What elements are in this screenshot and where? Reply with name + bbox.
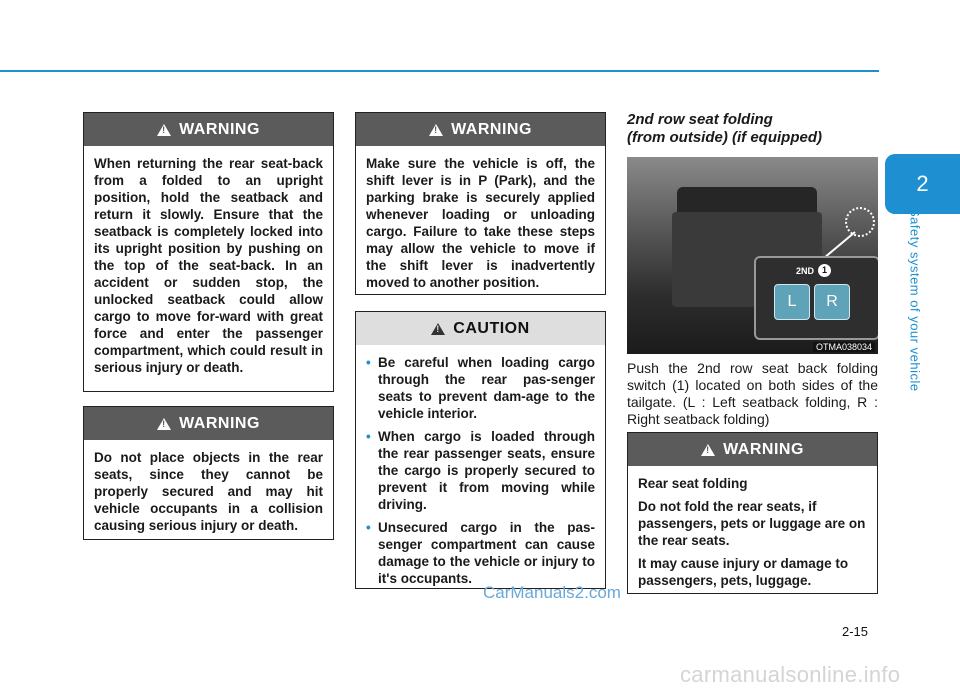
- inset-2nd-label: 2ND: [796, 266, 815, 276]
- caution-title: CAUTION: [453, 319, 530, 337]
- warning-subtitle: Rear seat folding: [638, 476, 748, 491]
- warning-body: [628, 466, 877, 603]
- warning-box-rear-folding: [627, 432, 878, 594]
- section-title: [627, 111, 877, 147]
- seat-r-icon: R: [826, 293, 838, 310]
- switch-location-circle: [845, 207, 875, 237]
- top-rule: [0, 70, 879, 72]
- caution-box-cargo: [355, 311, 606, 589]
- warning-header: [84, 407, 333, 440]
- cargo-area-photo: [627, 157, 878, 354]
- section-title-line2: (from outside) (if equipped): [627, 129, 822, 146]
- caution-item: • When cargo is loaded through the rear passenger seats, ensure the cargo is properly secured to prevent it from moving while driving.: [366, 428, 595, 513]
- warning-title: WARNING: [723, 440, 804, 458]
- page-number: 2-15: [842, 624, 869, 639]
- warning-text: Do not fold the rear seats, if passengers, pets or luggage are on the rear seats.: [638, 499, 866, 548]
- folding-instructions: Push the 2nd row seat back folding switch (1) located on both sides of the tailgate. (L : Left seatback folding, R : Right seatback folding): [627, 360, 878, 427]
- section-title-line1: 2nd row seat folding: [627, 111, 773, 128]
- warning-header: [84, 113, 333, 146]
- warning-triangle-icon: [701, 444, 715, 456]
- warning-box-seatback: [83, 112, 334, 392]
- warning-triangle-icon: [429, 124, 443, 136]
- chapter-tab[interactable]: 2: [885, 154, 960, 214]
- warning-title: WARNING: [451, 120, 532, 138]
- seat-l-icon: L: [787, 293, 797, 310]
- caution-item: • Be careful when loading cargo through the rear pas-senger seats to prevent dam-age to the vehicle interior.: [366, 354, 595, 422]
- warning-text: It may cause injury or damage to passengers, pets, luggage.: [638, 556, 849, 588]
- warning-text: Do not place objects in the rear seats, since they cannot be properly secured and may hit vehicle occupants in a collision causing serious injury or death.: [94, 450, 323, 533]
- chapter-title: Safety system of your vehicle: [907, 208, 923, 392]
- right-seatback-switch: [814, 284, 850, 320]
- warning-text: When returning the rear seat-back from a folded to an upright position, hold the seatback and return it slowly. Ensure that the seatback is completely locked into its upright position by pushing on the top of the seat-back. In an accident or sudden stop, the unlocked seatback could allow cargo to move for-ward with great force and enter the passenger compartment, which could result in serious injury or death.: [94, 156, 323, 375]
- warning-header: [628, 433, 877, 466]
- callout-number: 1: [818, 264, 831, 277]
- watermark-link[interactable]: CarManuals2.com: [483, 583, 621, 602]
- caution-body: [356, 345, 605, 601]
- left-seatback-switch: [774, 284, 810, 320]
- footer-watermark: carmanualsonline.info: [680, 662, 901, 687]
- warning-text: Make sure the vehicle is off, the shift lever is in P (Park), and the parking brake is securely applied whenever loading or unloading cargo. Failure to take these steps may allow the vehicle to move if the shift lever is inadvertently moved to another position.: [366, 156, 595, 290]
- warning-title: WARNING: [179, 414, 260, 432]
- switch-inset: [754, 256, 878, 340]
- warning-triangle-icon: [157, 124, 171, 136]
- caution-item: • Unsecured cargo in the pas-senger compartment can cause damage to the vehicle or injury to it's occupants.: [366, 519, 595, 587]
- image-code: OTMA038034: [813, 342, 875, 352]
- warning-triangle-icon: [157, 418, 171, 430]
- caution-triangle-icon: [431, 323, 445, 335]
- warning-header: [356, 113, 605, 146]
- warning-box-objects: [83, 406, 334, 540]
- caution-header: [356, 312, 605, 345]
- warning-box-park: [355, 112, 606, 295]
- callout-leader-line: [825, 231, 855, 257]
- warning-title: WARNING: [179, 120, 260, 138]
